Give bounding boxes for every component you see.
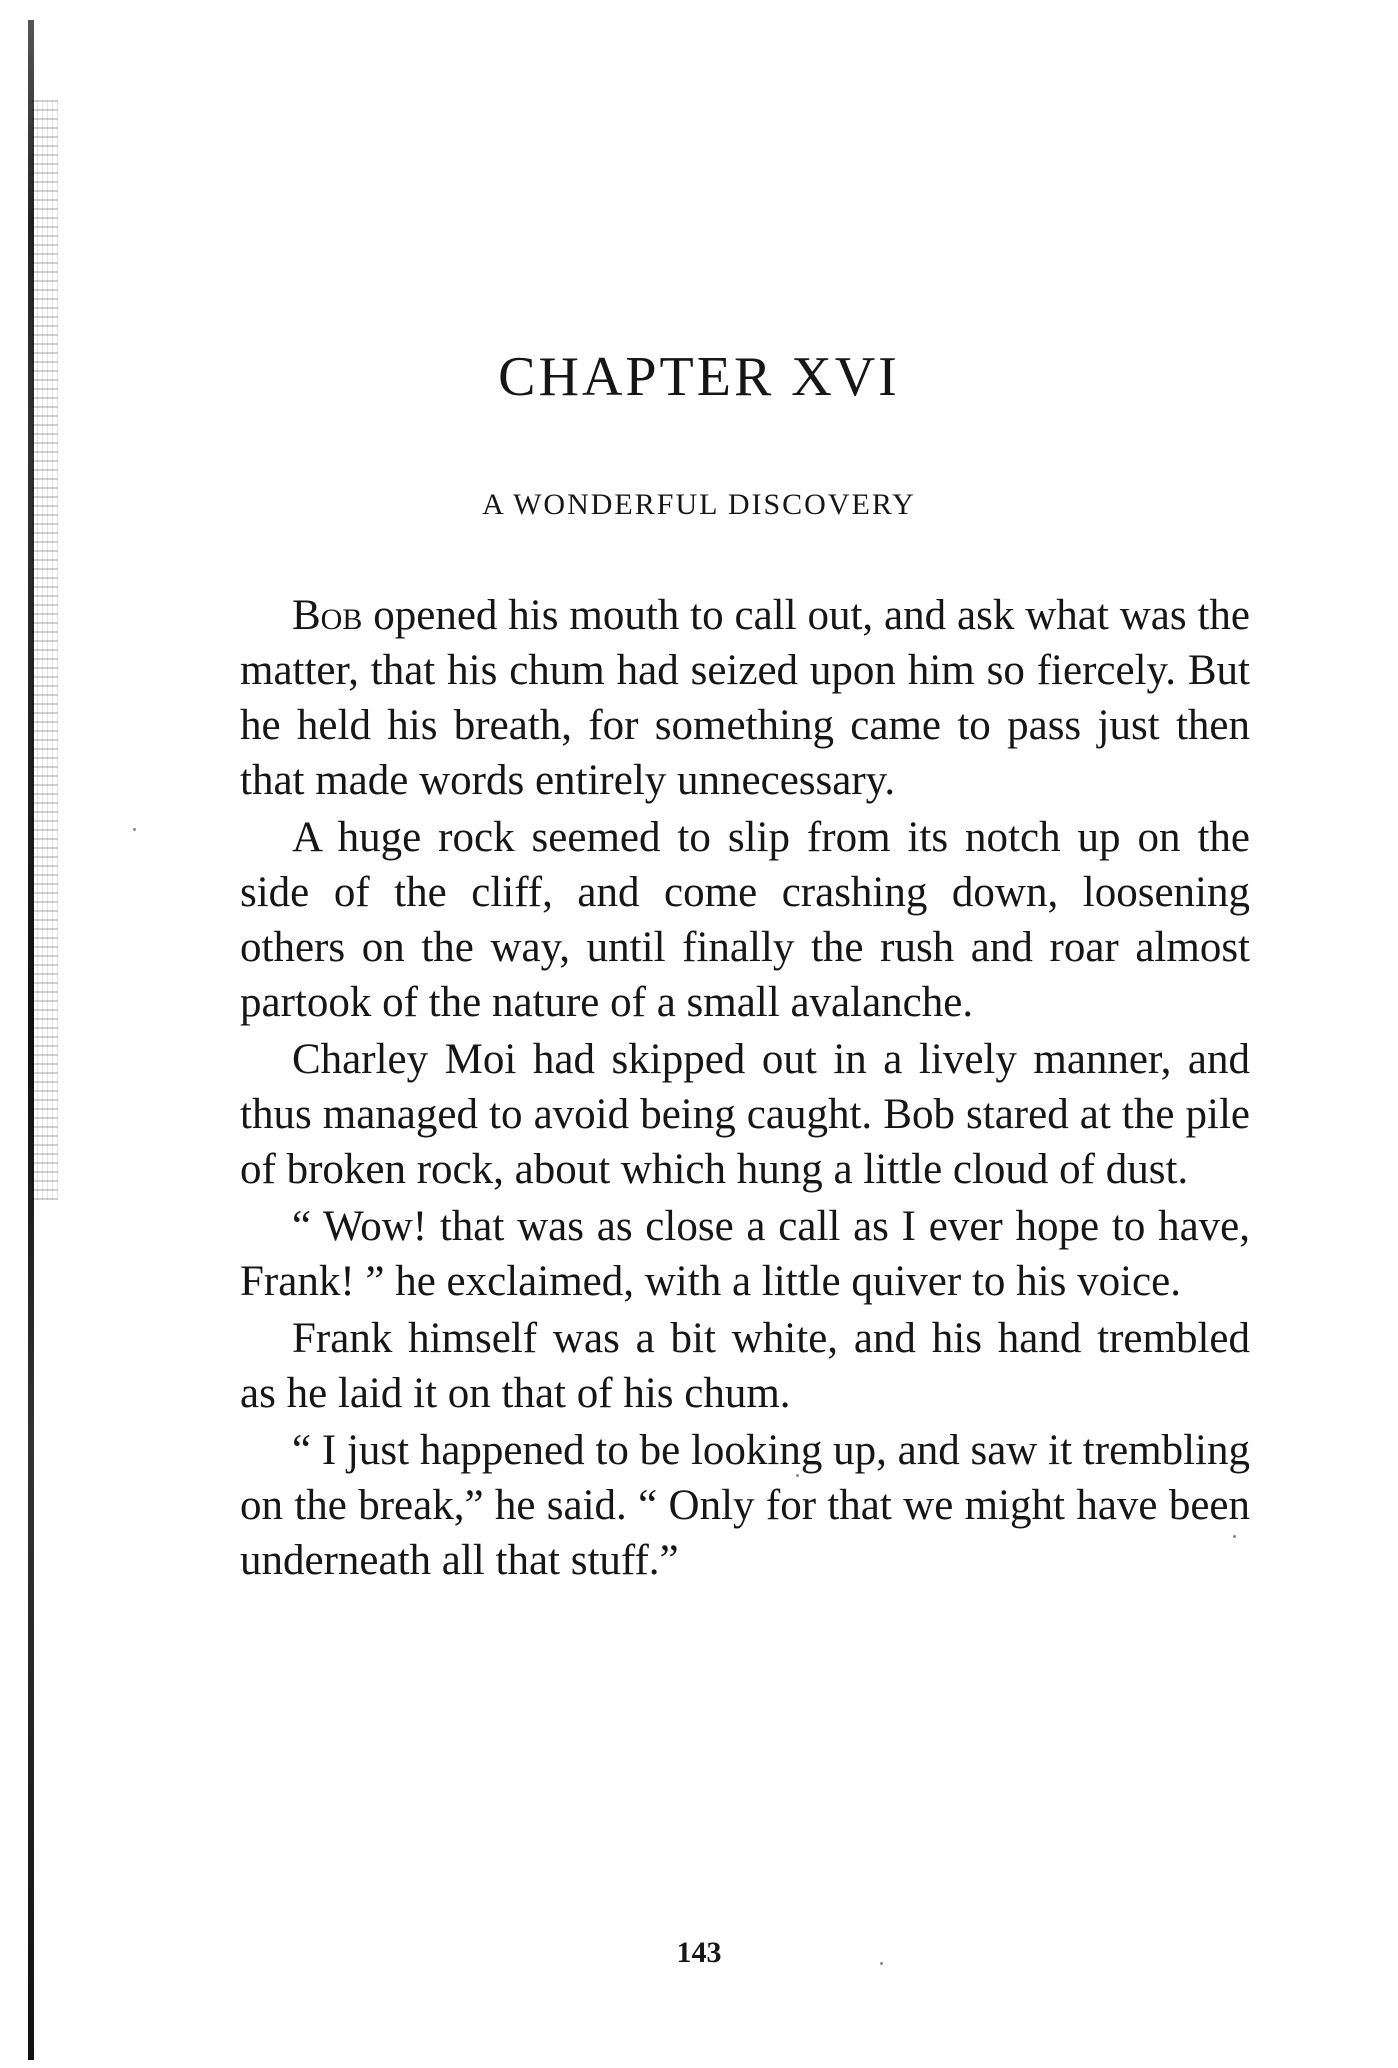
paragraph bbox=[240, 588, 1250, 808]
binding-speckle bbox=[32, 100, 58, 1200]
lead-word: Bob bbox=[292, 592, 363, 639]
paragraph: Frank himself was a bit white, and his hand trembled as he laid it on that of his chum. bbox=[240, 1315, 1250, 1417]
paragraph: Charley Moi had skipped out in a lively manner, and thus managed to avoid being caught. Bob stared at the pile of broken rock, about which hung a little cloud of dust. bbox=[240, 1036, 1250, 1193]
paragraph: “ I just happened to be looking up, and saw it trembling on the break,” he said. “ Only for that we might have been underneath all that stuff.” bbox=[240, 1427, 1250, 1584]
chapter-subtitle: A WONDERFUL DISCOVERY bbox=[482, 488, 916, 521]
chapter-title: CHAPTER XVI bbox=[498, 346, 900, 408]
scan-speck bbox=[880, 1962, 883, 1965]
paragraph-text: opened his mouth to call out, and ask what was the matter, that his chum had seized upon him so fiercely. But he held his breath, for something came to pass just then that made words entirely unnecessary. bbox=[240, 592, 1250, 804]
paragraph: “ Wow! that was as close a call as I ever hope to have, Frank! ” he exclaimed, with a little quiver to his voice. bbox=[240, 1203, 1250, 1305]
paragraph: A huge rock seemed to slip from its notch up on the side of the cliff, and come crashing down, loosening others on the way, until finally the rush and roar almost partook of the nature of a small avalanche. bbox=[240, 814, 1250, 1026]
scan-speck bbox=[133, 828, 136, 831]
page-number: 143 bbox=[676, 1936, 722, 1969]
scan-speck bbox=[1233, 1535, 1236, 1538]
scan-speck bbox=[796, 1474, 799, 1477]
page-binding-edge bbox=[18, 20, 48, 2060]
body-text bbox=[240, 588, 1250, 1588]
